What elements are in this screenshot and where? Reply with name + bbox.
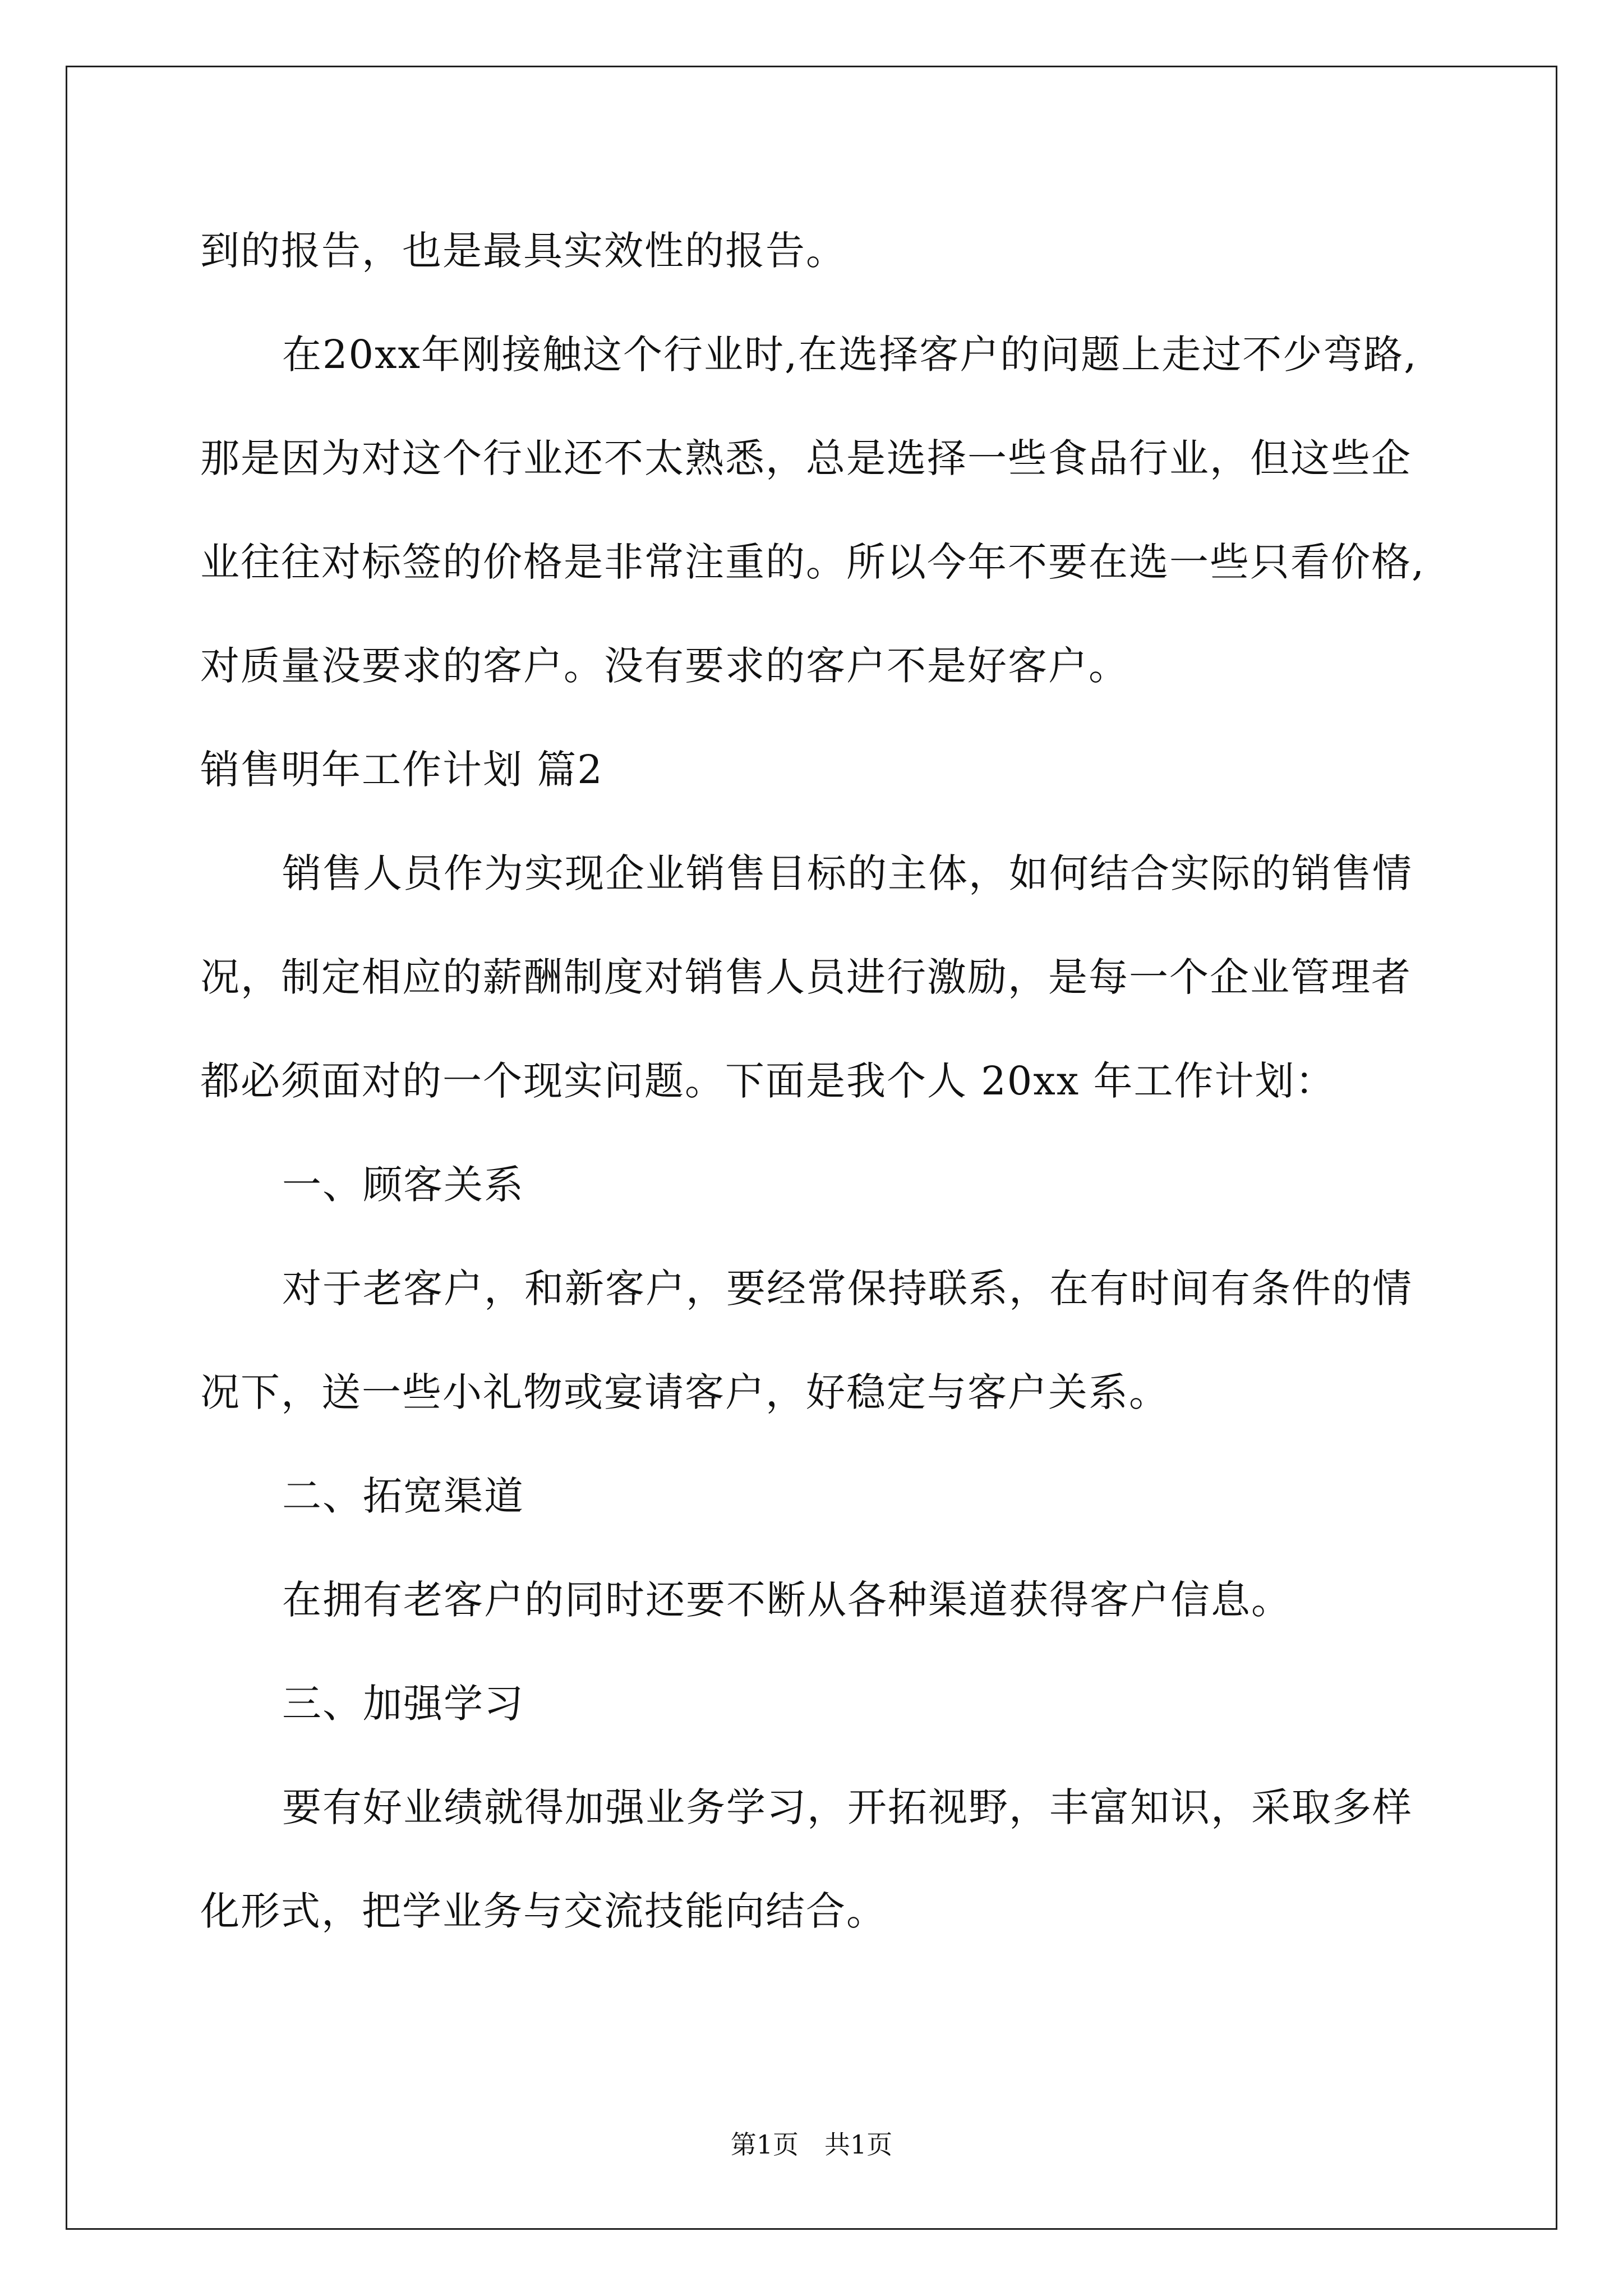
paragraph-line: 况下，送一些小礼物或宴请客户，好稳定与客户关系。 bbox=[200, 1369, 1169, 1415]
paragraph-line: 对于老客户，和新客户，要经常保持联系，在有时间有条件的情 bbox=[282, 1266, 1413, 1312]
paragraph-line: 要有好业绩就得加强业务学习，开拓视野，丰富知识，采取多样 bbox=[282, 1784, 1413, 1830]
subheading-line: 一、顾客关系 bbox=[282, 1162, 524, 1208]
subheading-line: 二、拓宽渠道 bbox=[282, 1473, 524, 1519]
subheading-line: 三、加强学习 bbox=[282, 1681, 524, 1727]
paragraph-line: 都必须面对的一个现实问题。下面是我个人 20xx 年工作计划： bbox=[200, 1058, 1336, 1104]
paragraph-line: 对质量没要求的客户。没有要求的客户不是好客户。 bbox=[200, 643, 1129, 689]
paragraph-line: 业往往对标签的价格是非常注重的。所以今年不要在选一些只看价格, bbox=[200, 539, 1426, 585]
paragraph-line: 在20xx年刚接触这个行业时,在选择客户的问题上走过不少弯路, bbox=[282, 332, 1418, 378]
section-heading: 销售明年工作计划 篇2 bbox=[200, 747, 603, 793]
page-footer bbox=[0, 2128, 1623, 2161]
paragraph-line: 在拥有老客户的同时还要不断从各种渠道获得客户信息。 bbox=[282, 1577, 1292, 1623]
paragraph-line: 况，制定相应的薪酬制度对销售人员进行激励，是每一个企业管理者 bbox=[200, 954, 1412, 1000]
paragraph-line: 那是因为对这个行业还不太熟悉，总是选择一些食品行业，但这些企 bbox=[200, 435, 1412, 481]
paragraph-line: 销售人员作为实现企业销售目标的主体，如何结合实际的销售情 bbox=[282, 850, 1413, 896]
paragraph-line: 化形式，把学业务与交流技能向结合。 bbox=[200, 1888, 887, 1934]
page-number-total: 共1页 bbox=[824, 2129, 893, 2160]
page-number-current: 第1页 bbox=[730, 2129, 799, 2160]
paragraph-line: 到的报告，也是最具实效性的报告。 bbox=[200, 228, 846, 274]
